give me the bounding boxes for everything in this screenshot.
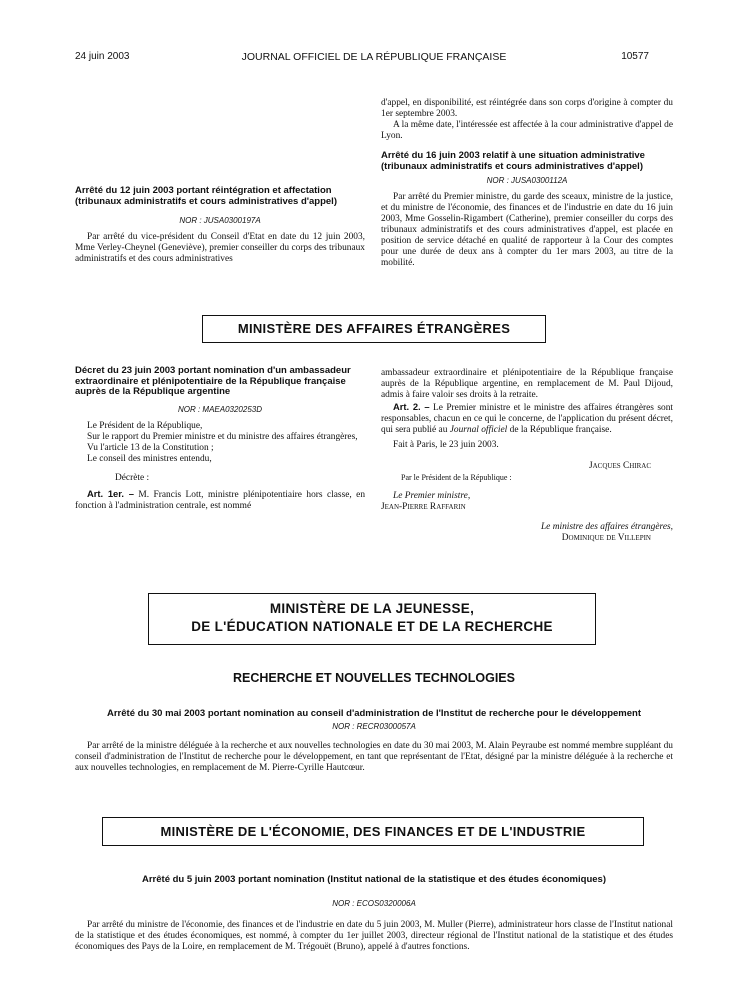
ministry-jeunesse-line-2: DE L'ÉDUCATION NATIONALE ET DE LA RECHERCHE	[191, 619, 553, 634]
arrete-30-mai-title: Arrêté du 30 mai 2003 portant nomination au conseil d'administration de l'Institut de recherche pour le développement	[107, 708, 641, 719]
decret-par-le-president: Par le Président de la République :	[401, 473, 512, 482]
ministry-affaires-etrangeres-heading: MINISTÈRE DES AFFAIRES ÉTRANGÈRES	[202, 315, 546, 343]
decret-line-conseil: Le conseil des ministres entendu,	[87, 453, 212, 464]
arrete-12-juin-body: Par arrêté du vice-président du Conseil d'Etat en date du 12 juin 2003, Mme Verley-Cheynel (Geneviève), premier conseiller du corps des tribunaux administratifs et des cours administratives	[75, 232, 365, 264]
decret-minister-name: Dominique de Villepin	[561, 533, 651, 543]
right-column-top	[381, 98, 673, 269]
decret-line-rapport: Sur le rapport du Premier ministre et du ministre des affaires étrangères,	[87, 431, 358, 442]
arrete-5-juin-title: Arrêté du 5 juin 2003 portant nomination (Institut national de la statistique et des études économiques)	[142, 874, 606, 885]
arrete-5-juin-body-container	[75, 920, 673, 953]
arrete-5-juin-nor: NOR : ECOS0320006A	[332, 899, 416, 908]
decret-decrete: Décrète :	[115, 472, 150, 483]
decret-line-president: Le Président de la République,	[87, 420, 203, 431]
arrete-30-mai-nor: NOR : RECR0300057A	[332, 722, 416, 731]
decret-pm-name: Jean-Pierre Raffarin	[381, 502, 466, 512]
decret-article-2	[381, 401, 673, 436]
article-1-label: Art. 1er. –	[87, 487, 134, 499]
decret-signature-president: Jacques Chirac	[588, 461, 651, 471]
continuation-text-2: A la même date, l'intéressée est affectée à la cour administrative d'appel de Lyon.	[381, 120, 673, 141]
decret-fait-a-paris: Fait à Paris, le 23 juin 2003.	[393, 440, 499, 450]
continuation-text-1: d'appel, en disponibilité, est réintégrée dans son corps d'origine à compter du 1er septembre 2003.	[381, 98, 673, 119]
article-2-text-a: Le Premier ministre et le ministre des affaires étrangères sont responsables, chacun en ce qui le concerne, de l'application du présent décret, qui sera publié au	[381, 403, 673, 435]
article-1-text: M. Francis Lott, ministre plénipotentiaire hors classe, en fonction à l'administration centrale, est nommé	[75, 489, 366, 511]
arrete-5-juin-body: Par arrêté du ministre de l'économie, des finances et de l'industrie en date du 5 juin 2003, M. Muller (Pierre), administrateur hors classe de l'Institut national de la statistique et des études économiques, est nommé, à compter du 1er juillet 2003, directeur régional de l'Institut national de la statistique et des études économiques des Pays de la Loire, en remplacement de M. Trégouët (Bruno), appelé à d'autres fonctions.	[75, 920, 673, 952]
ministry-jeunesse-line-1: MINISTÈRE DE LA JEUNESSE,	[269, 601, 475, 616]
decret-minister-title	[381, 522, 673, 533]
header-date: 24 juin 2003	[75, 51, 130, 62]
arrete-12-juin-nor: NOR : JUSA0300197A	[179, 216, 261, 225]
section-recherche-heading: RECHERCHE ET NOUVELLES TECHNOLOGIES	[233, 671, 515, 685]
header-journal-title: JOURNAL OFFICIEL DE LA RÉPUBLIQUE FRANÇAISE	[241, 51, 507, 63]
arrete-16-juin-body: Par arrêté du Premier ministre, du garde des sceaux, ministre de la justice, et du ministre de l'économie, des finances et de l'industrie en date du 16 juin 2003, Mme Gosselin-Rigambert (Catherine), premier conseiller du corps des tribunaux administratifs et des cours administratives d'appel, est placée en position de service détaché en qualité de rapporteur à la Cour des comptes pour une durée de deux ans à compter du 1er mars 2003, au titre de la mobilité.	[381, 192, 673, 268]
decret-continuation: ambassadeur extraordinaire et plénipotentiaire de la République française auprès de la République argentine, en remplacement de M. Paul Dijoud, admis à faire valoir ses droits à la retraite.	[381, 368, 673, 400]
article-2-text-b: de la République française.	[509, 425, 612, 435]
left-column-top	[75, 186, 365, 265]
article-2-label: Art. 2. –	[393, 401, 430, 412]
arrete-16-juin-title: Arrêté du 16 juin 2003 relatif à une situation administrative (tribunaux administratifs et cours administratives d'appel)	[381, 150, 645, 172]
decret-minister-title-text: Le ministre des affaires étrangères,	[540, 522, 673, 532]
decret-pm-title	[381, 491, 673, 502]
arrete-30-mai-body-container	[75, 741, 673, 774]
decret-pm-title-text: Le Premier ministre,	[393, 491, 471, 501]
ministry-jeunesse-heading	[148, 593, 596, 645]
decret-left-column	[75, 366, 365, 512]
decret-right-column	[381, 368, 673, 544]
arrete-30-mai-body: Par arrêté de la ministre déléguée à la recherche et aux nouvelles technologies en date du 30 mai 2003, M. Alain Peyraube est nommé membre suppléant du conseil d'administration de l'Institut de recherche pour le développement, en tant que représentant de l'Etat, désigné par la ministre déléguée à la recherche et aux nouvelles technologies, en remplacement de M. Pierre-Cyrille Hautcœur.	[75, 741, 673, 773]
decret-title: Décret du 23 juin 2003 portant nomination d'un ambassadeur extraordinaire et plénipotentiaire de la République française auprès de la République argentine	[75, 365, 351, 397]
decret-nor: NOR : MAEA0320253D	[177, 404, 263, 414]
decret-line-vu: Vu l'article 13 de la Constitution ;	[87, 442, 214, 453]
arrete-16-juin-nor: NOR : JUSA0300112A	[486, 176, 568, 185]
ministry-economie-heading: MINISTÈRE DE L'ÉCONOMIE, DES FINANCES ET DE L'INDUSTRIE	[102, 817, 644, 846]
arrete-12-juin-title: Arrêté du 12 juin 2003 portant réintégration et affectation (tribunaux administratifs et cours administratives d'appel)	[75, 185, 337, 207]
decret-article-1	[75, 488, 365, 512]
article-2-journal-officiel: Journal officiel	[449, 425, 508, 435]
header-page-number: 10577	[621, 51, 649, 62]
